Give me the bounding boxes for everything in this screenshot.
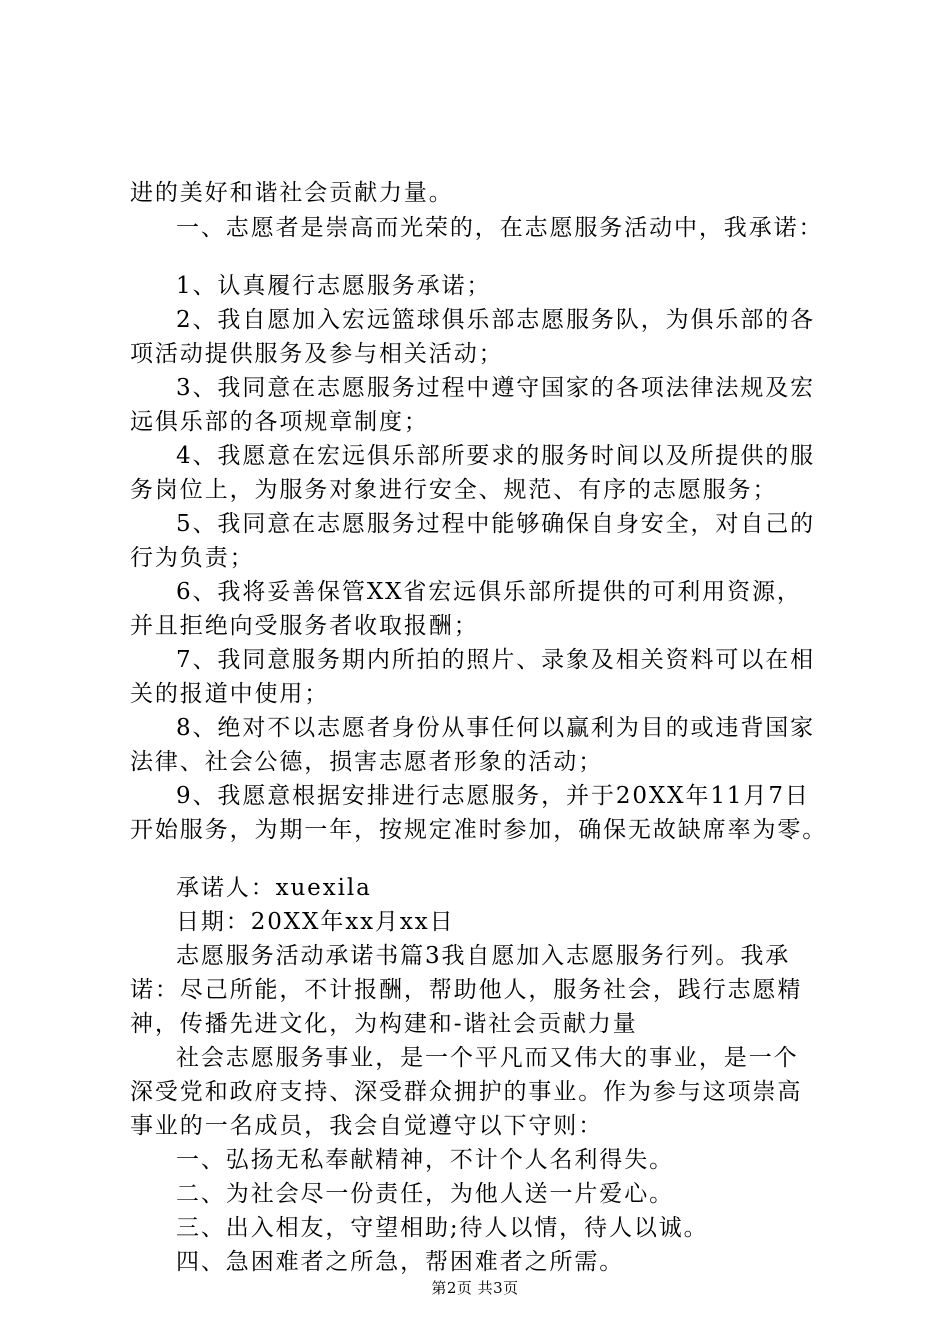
signatory-line: 承诺人：xuexila	[176, 875, 372, 901]
text-line: 行为负责；	[130, 545, 255, 571]
text-line: 事业的一名成员，我会自觉遵守以下守则：	[130, 1113, 604, 1139]
text-line: 进的美好和谐社会贡献力量。	[130, 180, 454, 206]
text-line: 4、我愿意在宏远俱乐部所要求的服务时间以及所提供的服	[176, 443, 816, 469]
text-line: 2、我自愿加入宏远篮球俱乐部志愿服务队，为俱乐部的各	[176, 307, 816, 333]
text-line: 远俱乐部的各项规章制度；	[130, 409, 429, 435]
text-line: 诺：尽己所能，不计报酬，帮助他人，服务社会，践行志愿精	[130, 977, 803, 1003]
text-line: 3、我同意在志愿服务过程中遵守国家的各项法律法规及宏	[176, 375, 816, 401]
page-number: 第2页 共3页	[431, 1279, 519, 1297]
text-line: 并且拒绝向受服务者收取报酬；	[130, 613, 479, 639]
text-line: 7、我同意服务期内所拍的照片、录象及相关资料可以在相	[176, 647, 816, 673]
rule-item: 二、为社会尽一份责任，为他人送一片爱心。	[176, 1181, 674, 1207]
text-line: 6、我将妥善保管XX省宏远俱乐部所提供的可利用资源，	[176, 579, 802, 605]
text-line: 项活动提供服务及参与相关活动；	[130, 341, 504, 367]
text-line: 志愿服务活动承诺书篇3我自愿加入志愿服务行列。我承	[176, 943, 791, 969]
section-heading: 一、志愿者是崇高而光荣的，在志愿服务活动中，我承诺：	[176, 215, 824, 241]
text-line: 深受党和政府支持、深受群众拥护的事业。作为参与这项崇高	[130, 1079, 803, 1105]
text-line: 5、我同意在志愿服务过程中能够确保自身安全，对自己的	[176, 511, 816, 537]
text-line: 务岗位上，为服务对象进行安全、规范、有序的志愿服务；	[130, 477, 778, 503]
date-line: 日期：20XX年xx月xx日	[176, 909, 455, 935]
text-line: 关的报道中使用；	[130, 681, 330, 707]
text-line: 神，传播先进文化，为构建和-谐社会贡献力量	[130, 1011, 638, 1037]
rule-item: 一、弘扬无私奉献精神，不计个人名利得失。	[176, 1147, 674, 1173]
rule-item: 三、出入相友，守望相助;待人以情，待人以诚。	[176, 1215, 709, 1241]
text-line: 社会志愿服务事业，是一个平凡而又伟大的事业，是一个	[176, 1045, 799, 1071]
text-line: 开始服务，为期一年，按规定准时参加，确保无故缺席率为零。	[130, 817, 828, 843]
text-line: 法律、社会公德，损害志愿者形象的活动；	[130, 749, 604, 775]
text-line: 1、认真履行志愿服务承诺；	[176, 273, 492, 299]
rule-item: 四、急困难者之所急，帮困难者之所需。	[176, 1249, 625, 1275]
text-line: 8、绝对不以志愿者身份从事任何以赢利为目的或违背国家	[176, 715, 816, 741]
text-line: 9、我愿意根据安排进行志愿服务，并于20XX年11月7日	[176, 783, 810, 809]
